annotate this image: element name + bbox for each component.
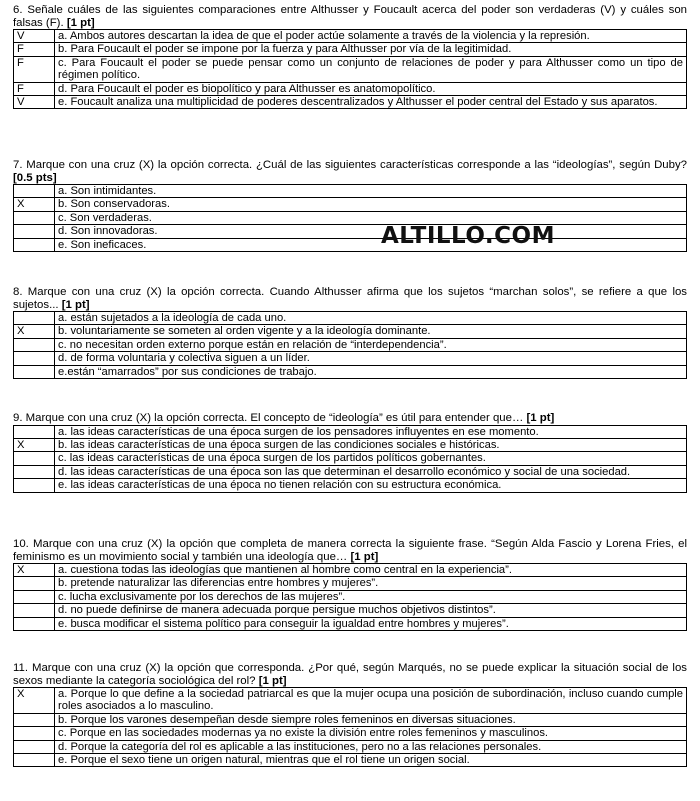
question-prompt: 11. Marque con una cruz (X) la opción que corresponda. ¿Por qué, según Marqués, no se puede explicar la situación social de los sexos mediante la categoría sociológica del rol? [1 pt]	[13, 662, 687, 687]
answer-mark	[14, 452, 55, 465]
question-prompt: 8. Marque con una cruz (X) la opción correcta. Cuando Althusser afirma que los sujetos “marchan solos”, se refiere a que los sujetos... [1 pt]	[13, 286, 687, 311]
answer-text: b. las ideas características de una época surgen de las condiciones sociales e históricas.	[55, 438, 687, 451]
answer-text: c. no necesitan orden externo porque están en relación de “interdependencia”.	[55, 338, 687, 351]
answer-mark	[14, 740, 55, 753]
answer-text: c. las ideas características de una época surgen de los partidos políticos gobernantes.	[55, 452, 687, 465]
answer-text: c. Son verdaderas.	[55, 211, 687, 224]
answer-mark	[14, 352, 55, 365]
table-row	[14, 185, 687, 198]
answer-table	[13, 425, 687, 493]
question-9	[13, 412, 687, 493]
answer-table	[13, 687, 687, 767]
question-prompt: 7. Marque con una cruz (X) la opción correcta. ¿Cuál de las siguientes características corresponde a las “ideologías”, según Duby? [0.5 pts]	[13, 159, 687, 184]
table-row	[14, 238, 687, 251]
answer-mark: X	[14, 325, 55, 338]
answer-text: b. Son conservadoras.	[55, 198, 687, 211]
answer-text: d. de forma voluntaria y colectiva siguen a un líder.	[55, 352, 687, 365]
answer-text: d. Para Foucault el poder es biopolítico y para Althusser es anatomopolítico.	[55, 82, 687, 95]
answer-mark: X	[14, 198, 55, 211]
question-10	[13, 538, 687, 631]
answer-text: e.están “amarrados” por sus condiciones de trabajo.	[55, 365, 687, 378]
answer-text: a. Son intimidantes.	[55, 185, 687, 198]
answer-text: a. cuestiona todas las ideologías que mantienen al hombre como central en la experiencia”.	[55, 564, 687, 577]
answer-text: a. están sujetados a la ideología de cada uno.	[55, 312, 687, 325]
question-prompt: 6. Señale cuáles de las siguientes comparaciones entre Althusser y Foucault acerca del poder son verdaderas (V) y cuáles son falsas (F). [1 pt]	[13, 4, 687, 29]
answer-mark: F	[14, 82, 55, 95]
table-row	[14, 465, 687, 478]
table-row	[14, 96, 687, 109]
answer-table	[13, 184, 687, 252]
answer-mark	[14, 479, 55, 492]
answer-mark: X	[14, 438, 55, 451]
table-row	[14, 564, 687, 577]
answer-text: b. voluntariamente se someten al orden vigente y a la ideología dominante.	[55, 325, 687, 338]
answer-mark: F	[14, 56, 55, 82]
table-row	[14, 754, 687, 767]
answer-text: a. Ambos autores descartan la idea de que el poder actúe solamente a través de la violencia y la represión.	[55, 30, 687, 43]
table-row	[14, 198, 687, 211]
answer-mark: F	[14, 43, 55, 56]
answer-mark: V	[14, 30, 55, 43]
answer-text: c. Porque en las sociedades modernas ya no existe la división entre roles femeninos y masculinos.	[55, 727, 687, 740]
answer-mark	[14, 754, 55, 767]
answer-mark	[14, 225, 55, 238]
answer-text: e. Porque el sexo tiene un origen natural, mientras que el rol tiene un origen social.	[55, 754, 687, 767]
question-6	[13, 4, 687, 109]
answer-text: d. no puede definirse de manera adecuada porque persigue muchos objetivos distintos”.	[55, 604, 687, 617]
answer-table	[13, 29, 687, 109]
table-row	[14, 225, 687, 238]
answer-mark	[14, 312, 55, 325]
table-row	[14, 590, 687, 603]
answer-mark	[14, 713, 55, 726]
table-row	[14, 617, 687, 630]
table-row	[14, 688, 687, 714]
answer-mark	[14, 604, 55, 617]
table-row	[14, 740, 687, 753]
answer-text: e. Son ineficaces.	[55, 238, 687, 251]
answer-text: d. Son innovadoras.	[55, 225, 687, 238]
table-row	[14, 727, 687, 740]
answer-mark	[14, 425, 55, 438]
answer-table	[13, 563, 687, 631]
answer-mark: V	[14, 96, 55, 109]
question-7	[13, 159, 687, 252]
table-row	[14, 577, 687, 590]
table-row	[14, 312, 687, 325]
table-row	[14, 43, 687, 56]
answer-text: c. Para Foucault el poder se puede pensar como un conjunto de relaciones de poder y para Althusser como un tipo de régimen político.	[55, 56, 687, 82]
answer-mark	[14, 727, 55, 740]
answer-mark	[14, 590, 55, 603]
table-row	[14, 211, 687, 224]
table-row	[14, 365, 687, 378]
table-row	[14, 82, 687, 95]
table-row	[14, 604, 687, 617]
table-row	[14, 56, 687, 82]
answer-mark	[14, 211, 55, 224]
answer-text: b. pretende naturalizar las diferencias entre hombres y mujeres”.	[55, 577, 687, 590]
table-row	[14, 479, 687, 492]
answer-text: e. busca modificar el sistema político para conseguir la igualdad entre hombres y mujeres”.	[55, 617, 687, 630]
answer-mark	[14, 465, 55, 478]
question-prompt: 10. Marque con una cruz (X) la opción que completa de manera correcta la siguiente frase. “Según Alda Fascio y Lorena Fries, el feminismo es un movimiento social y también una ideología que… [1 pt]	[13, 538, 687, 563]
table-row	[14, 438, 687, 451]
answer-text: b. Porque los varones desempeñan desde siempre roles femeninos en diversas situaciones.	[55, 713, 687, 726]
answer-mark	[14, 338, 55, 351]
answer-mark	[14, 238, 55, 251]
table-row	[14, 713, 687, 726]
answer-text: d. Porque la categoría del rol es aplicable a las instituciones, pero no a las relaciones personales.	[55, 740, 687, 753]
question-prompt: 9. Marque con una cruz (X) la opción correcta. El concepto de “ideología” es útil para entender que… [1 pt]	[13, 412, 555, 424]
answer-mark	[14, 577, 55, 590]
answer-mark	[14, 365, 55, 378]
table-row	[14, 425, 687, 438]
answer-text: e. Foucault analiza una multiplicidad de poderes descentralizados y Althusser el poder central del Estado y sus aparatos.	[55, 96, 687, 109]
table-row	[14, 452, 687, 465]
answer-mark	[14, 617, 55, 630]
answer-table	[13, 311, 687, 379]
answer-text: e. las ideas características de una época no tienen relación con su estructura económica.	[55, 479, 687, 492]
answer-text: d. las ideas características de una época son las que determinan el desarrollo económico y social de una sociedad.	[55, 465, 687, 478]
table-row	[14, 30, 687, 43]
question-11	[13, 662, 687, 767]
answer-mark: X	[14, 564, 55, 577]
question-8	[13, 286, 687, 379]
answer-text: a. Porque lo que define a la sociedad patriarcal es que la mujer ocupa una posición de subordinación, incluso cuando cumple roles asociados a lo masculino.	[55, 688, 687, 714]
answer-mark	[14, 185, 55, 198]
answer-text: b. Para Foucault el poder se impone por la fuerza y para Althusser por vía de la legitimidad.	[55, 43, 687, 56]
watermark: ALTILLO.COM	[381, 223, 555, 249]
answer-text: c. lucha exclusivamente por los derechos de las mujeres”.	[55, 590, 687, 603]
answer-mark: X	[14, 688, 55, 714]
table-row	[14, 338, 687, 351]
answer-text: a. las ideas características de una época surgen de los pensadores influyentes en ese momento.	[55, 425, 687, 438]
table-row	[14, 325, 687, 338]
table-row	[14, 352, 687, 365]
